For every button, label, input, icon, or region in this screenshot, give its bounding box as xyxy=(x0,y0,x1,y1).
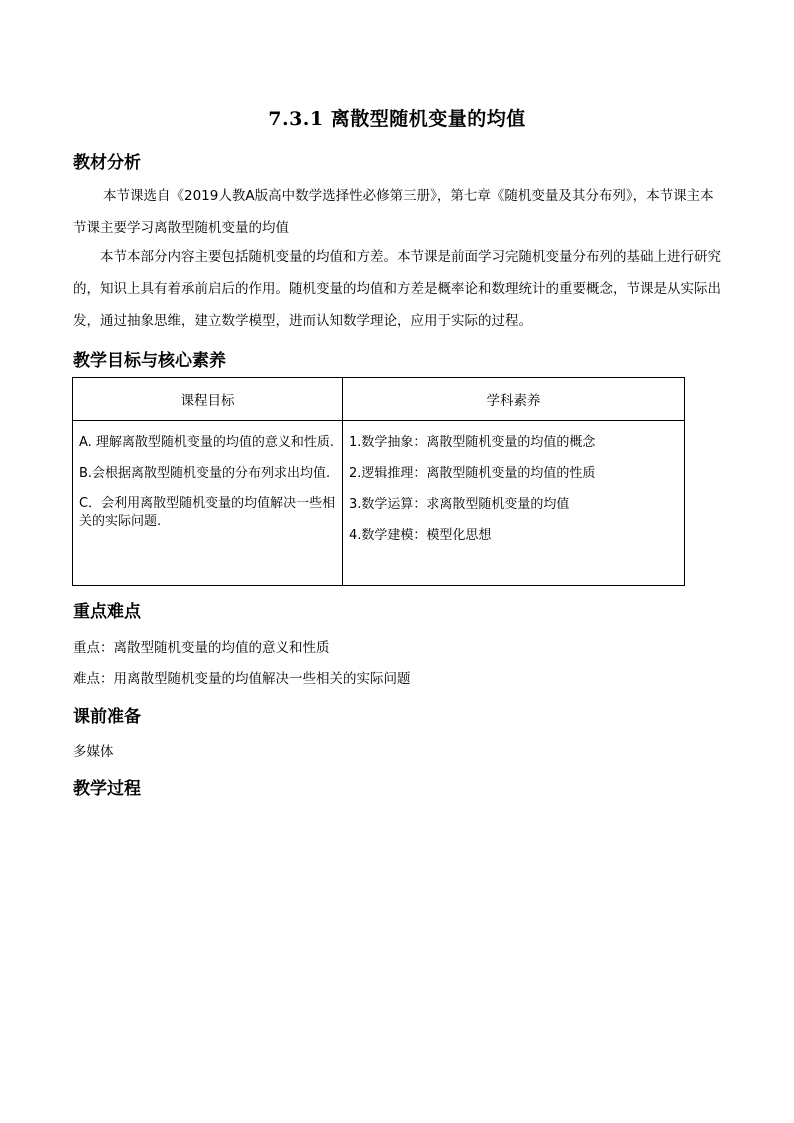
list-item: B.会根据离散型随机变量的分布列求出均值. xyxy=(79,466,331,481)
list-item: 4.数学建模：模型化思想 xyxy=(349,528,492,543)
table-header-subject-literacy: 学科素养 xyxy=(343,378,685,421)
heading-key-difficult-points: 重点难点 xyxy=(73,602,141,622)
document-title: 7.3.1 离散型随机变量的均值 xyxy=(268,108,526,130)
table-row xyxy=(73,421,685,586)
subject-literacy-cell xyxy=(343,421,685,586)
difficult-point-text: 难点：用离散型随机变量的均值解决一些相关的实际问题 xyxy=(73,671,411,687)
paragraph-course-source: 本节课选自《2019人教A版高中数学选择性必修第三册》，第七章《随机变量及其分布列》，本节课主本节课主要学习离散型随机变量的均值 xyxy=(73,188,714,236)
course-goals-cell xyxy=(73,421,343,586)
list-item: 2.逻辑推理：离散型随机变量的均值的性质 xyxy=(349,466,596,481)
heading-class-preparation: 课前准备 xyxy=(73,707,141,727)
heading-textbook-analysis: 教材分析 xyxy=(73,153,141,173)
table-header-row xyxy=(73,378,685,421)
preparation-text: 多媒体 xyxy=(73,744,114,760)
heading-goals-literacy: 教学目标与核心素养 xyxy=(73,351,226,371)
list-item: C．会利用离散型随机变量的均值解决一些相关的实际问题. xyxy=(79,496,336,529)
key-point-text: 重点：离散型随机变量的均值的意义和性质 xyxy=(73,640,330,656)
table-header-course-goals: 课程目标 xyxy=(73,378,343,421)
list-item: A. 理解离散型随机变量的均值的意义和性质. xyxy=(79,435,335,450)
heading-teaching-process: 教学过程 xyxy=(73,779,141,799)
list-item: 1.数学抽象：离散型随机变量的均值的概念 xyxy=(349,435,596,450)
goals-table xyxy=(72,377,685,586)
list-item: 3.数学运算：求离散型随机变量的均值 xyxy=(349,497,570,512)
paragraph-content-overview: 本节本部分内容主要包括随机变量的均值和方差。本节课是前面学习完随机变量分布列的基础上进行研究的，知识上具有着承前启后的作用。随机变量的均值和方差是概率论和数理统计的重要概念，节课是从实际出发，通过抽象思维，建立数学模型，进而认知数学理论，应用于实际的过程。 xyxy=(73,249,721,329)
